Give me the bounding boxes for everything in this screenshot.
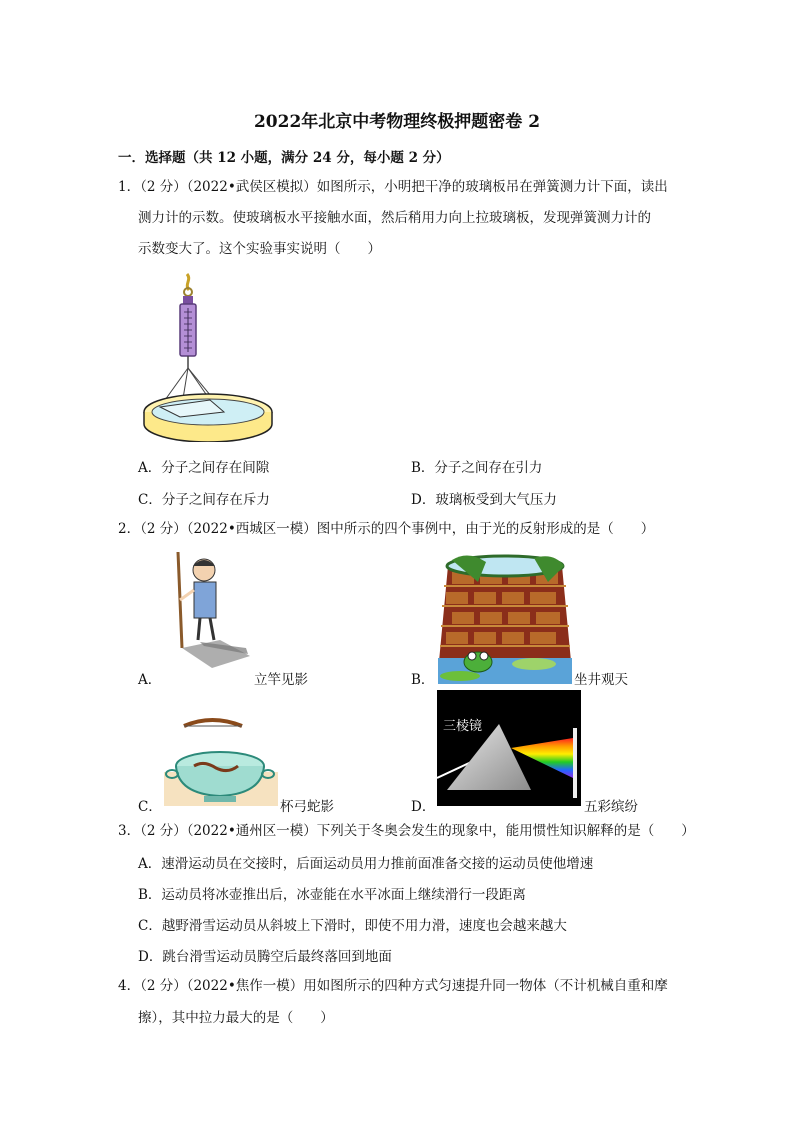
q2-option-d-text: 五彩缤纷 <box>584 799 638 815</box>
prism-label: 三棱镜 <box>443 719 483 734</box>
q1-option-b[interactable]: B．分子之间存在引力 <box>411 460 543 476</box>
q2-line-1: 2．（2 分）（2022•西城区一模）图中所示的四个事例中，由于光的反射形成的是（ ） <box>118 521 655 537</box>
q3-line-1: 3．（2 分）（2022•通州区一模）下列关于冬奥会发生的现象中，能用惯性知识解释的是（ ） <box>118 823 695 839</box>
q1-line-2: 测力计的示数。使玻璃板水平接触水面，然后稍用力向上拉玻璃板，发现弹簧测力计的 <box>138 210 651 226</box>
q1-option-d[interactable]: D．玻璃板受到大气压力 <box>411 492 557 508</box>
q2-option-a-text: 立竿见影 <box>254 672 308 688</box>
q1-option-a[interactable]: A．分子之间存在间隙 <box>138 460 270 476</box>
bow-cup-image <box>164 716 278 806</box>
q4-line-2: 擦），其中拉力最大的是（ ） <box>138 1010 334 1026</box>
section-heading: 一．选择题（共 12 小题，满分 24 分，每小题 2 分） <box>118 150 450 166</box>
q4-line-1: 4．（2 分）（2022•焦作一模）用如图所示的四种方式匀速提升同一物体（不计机械自重和摩 <box>118 978 668 994</box>
page-title: 2022年北京中考物理终极押题密卷 2 <box>253 112 541 132</box>
q1-line-1: 1．（2 分）（2022•武侯区模拟）如图所示，小明把干净的玻璃板吊在弹簧测力计下面，读出 <box>118 179 668 195</box>
q1-line-3: 示数变大了。这个实验事实说明（ ） <box>138 241 381 257</box>
q3-option-d[interactable]: D．跳台滑雪运动员腾空后最终落回到地面 <box>138 949 392 965</box>
q2-option-c-text: 杯弓蛇影 <box>280 799 334 815</box>
well-frog-image <box>438 552 572 684</box>
q2-option-d-letter[interactable]: D． <box>411 799 436 815</box>
spring-scale-figure <box>140 272 276 442</box>
prism-dispersion-image <box>437 690 581 806</box>
q2-option-a-letter[interactable]: A． <box>138 672 162 688</box>
q3-option-b[interactable]: B．运动员将冰壶推出后，冰壶能在水平冰面上继续滑行一段距离 <box>138 887 526 903</box>
q2-option-c-letter[interactable]: C． <box>138 799 162 815</box>
q2-option-b-text: 坐井观天 <box>574 672 628 688</box>
q1-option-c[interactable]: C．分子之间存在斥力 <box>138 492 270 508</box>
q3-option-a[interactable]: A．速滑运动员在交接时，后面运动员用力推前面准备交接的运动员使他增速 <box>138 856 594 872</box>
q3-option-c[interactable]: C．越野滑雪运动员从斜坡上下滑时，即使不用力滑，速度也会越来越大 <box>138 918 567 934</box>
shadow-pole-image <box>160 548 252 670</box>
q2-option-b-letter[interactable]: B． <box>411 672 435 688</box>
